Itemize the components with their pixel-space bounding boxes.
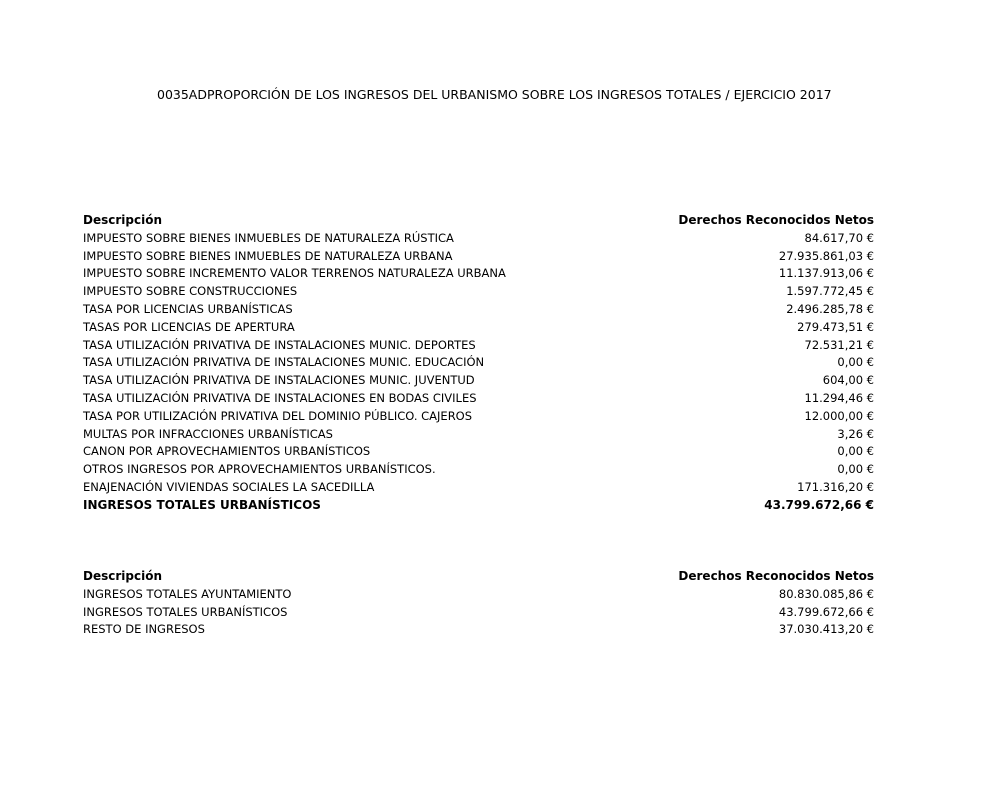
row-amount: 84.617,70 € [804,230,874,245]
page-title: 0035ADPROPORCIÓN DE LOS INGRESOS DEL URBANISMO SOBRE LOS INGRESOS TOTALES / EJERCICIO 2017 [157,87,832,102]
row-description: TASA UTILIZACIÓN PRIVATIVA DE INSTALACIONES MUNIC. EDUCACIÓN [83,355,485,370]
row-amount: 80.830.085,86 € [778,586,874,601]
table-row [83,337,874,355]
row-amount: 0,00 € [837,355,874,370]
row-amount: 0,00 € [837,444,874,459]
row-description: CANON POR APROVECHAMIENTOS URBANÍSTICOS [83,444,371,459]
row-amount: 3,26 € [837,426,874,441]
row-description: TASA UTILIZACIÓN PRIVATIVA DE INSTALACIONES EN BODAS CIVILES [83,390,477,405]
revenue-table [83,212,874,515]
row-description: IMPUESTO SOBRE BIENES INMUEBLES DE NATURALEZA URBANA [83,248,453,263]
table-row [83,354,874,372]
row-amount: 27.935.861,03 € [778,248,874,263]
total-amount: 43.799.672,66 € [764,497,874,512]
table-row [83,461,874,479]
row-amount: 11.294,46 € [804,390,874,405]
row-amount: 11.137.913,06 € [778,266,874,281]
row-description: TASA POR UTILIZACIÓN PRIVATIVA DEL DOMINIO PÚBLICO. CAJEROS [83,408,473,423]
table-row [83,390,874,408]
table-row [83,230,874,248]
table-row [83,283,874,301]
total-description: INGRESOS TOTALES URBANÍSTICOS [83,497,321,512]
row-description: IMPUESTO SOBRE BIENES INMUEBLES DE NATURALEZA RÚSTICA [83,230,454,245]
table-row [83,604,874,622]
description-header: Descripción [83,569,162,583]
amount-header: Derechos Reconocidos Netos [678,213,874,227]
row-description: TASAS POR LICENCIAS DE APERTURA [83,319,295,334]
row-description: MULTAS POR INFRACCIONES URBANÍSTICAS [83,426,333,441]
row-amount: 12.000,00 € [804,408,874,423]
row-description: INGRESOS TOTALES URBANÍSTICOS [83,604,288,619]
table-row [83,301,874,319]
table-row [83,479,874,497]
row-amount: 171.316,20 € [797,479,874,494]
table-row [83,372,874,390]
table-header [83,568,874,586]
row-amount: 43.799.672,66 € [778,604,874,619]
row-amount: 0,00 € [837,462,874,477]
description-header: Descripción [83,213,162,227]
table-row [83,265,874,283]
row-amount: 1.597.772,45 € [786,284,874,299]
table-row [83,319,874,337]
table-row [83,586,874,604]
table-row [83,408,874,426]
total-row [83,497,874,515]
amount-header: Derechos Reconocidos Netos [678,569,874,583]
table-row [83,621,874,639]
row-amount: 2.496.285,78 € [786,301,874,316]
summary-table [83,568,874,639]
table-row [83,248,874,266]
row-description: OTROS INGRESOS POR APROVECHAMIENTOS URBANÍSTICOS. [83,462,436,477]
row-amount: 604,00 € [822,373,874,388]
row-description: ENAJENACIÓN VIVIENDAS SOCIALES LA SACEDILLA [83,479,375,494]
row-amount: 72.531,21 € [804,337,874,352]
row-description: IMPUESTO SOBRE CONSTRUCCIONES [83,284,298,299]
table-row [83,443,874,461]
table-row [83,426,874,444]
row-description: TASA UTILIZACIÓN PRIVATIVA DE INSTALACIONES MUNIC. DEPORTES [83,337,476,352]
row-description: TASA POR LICENCIAS URBANÍSTICAS [83,301,293,316]
row-description: RESTO DE INGRESOS [83,622,205,637]
row-amount: 37.030.413,20 € [778,622,874,637]
row-description: INGRESOS TOTALES AYUNTAMIENTO [83,586,292,601]
table-header [83,212,874,230]
row-amount: 279.473,51 € [797,319,874,334]
row-description: TASA UTILIZACIÓN PRIVATIVA DE INSTALACIONES MUNIC. JUVENTUD [83,373,475,388]
row-description: IMPUESTO SOBRE INCREMENTO VALOR TERRENOS NATURALEZA URBANA [83,266,506,281]
